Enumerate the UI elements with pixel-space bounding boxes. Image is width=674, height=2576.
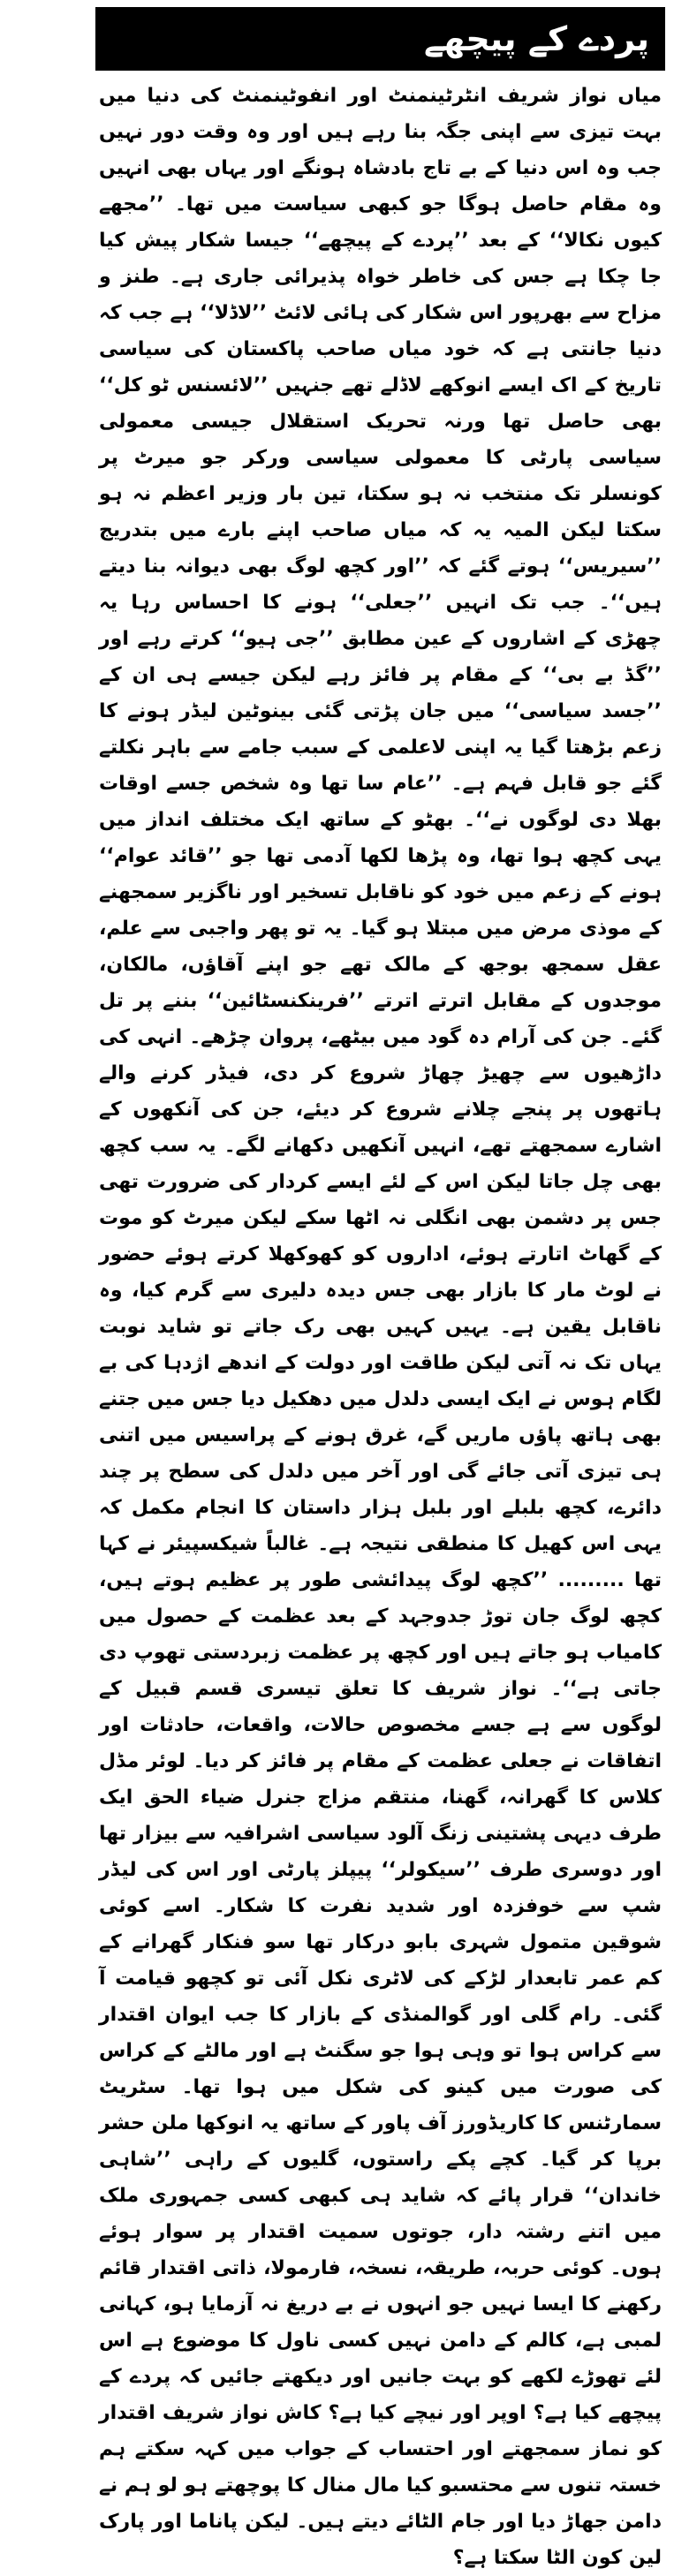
- article-column: [95, 7, 674, 2569]
- headline: پردے کے پیچھے: [423, 19, 649, 58]
- article-paragraph: میاں نواز شریف انٹرٹینمنٹ اور انفوٹینمنٹ کی دنیا میں بہت تیزی سے اپنی جگہ بنا رہے ہیں اور وہ وقت دور نہیں جب وہ اس دنیا کے بے تاج بادشاہ ہونگے اور یہاں بھی انہیں وہ مقام حاصل ہوگا جو کبھی سیاست میں تھا۔ ’’مجھے کیوں نکالا‘‘ کے بعد ’’پردے کے پیچھے‘‘ جیسا شکار پیش کیا جا چکا ہے جس کی خاطر خواہ پذیرائی جاری ہے۔ طنز و مزاح سے بھرپور اس شکار کی ہائی لائٹ ’’لاڈلا‘‘ ہے جب کہ دنیا جانتی ہے کہ خود میاں صاحب پاکستان کی سیاسی تاریخ کے اک ایسے انوکھے لاڈلے تھے جنہیں ’’لائسنس ٹو کل‘‘ بھی حاصل تھا ورنہ تحریک استقلال جیسی معمولی سیاسی پارٹی کا معمولی سیاسی ورکر جو میرٹ پر کونسلر تک منتخب نہ ہو سکتا، تین بار وزیر اعظم نہ ہو سکتا لیکن المیہ یہ کہ میاں صاحب اپنے بارے میں بتدریج ’’سیریس‘‘ ہوتے گئے کہ ’’اور کچھ لوگ بھی دیوانہ بنا دیتے ہیں‘‘۔ جب تک انہیں ’’جعلی‘‘ ہونے کا احساس رہا یہ چھڑی کے اشاروں کے عین مطابق ’’جی ہیو‘‘ کرتے رہے اور ’’گڈ بے بی‘‘ کے مقام پر فائز رہے لیکن جیسے ہی ان کے ’’جسد سیاسی‘‘ میں جان پڑتی گئی بینوٹین لیڈر ہونے کا زعم بڑھتا گیا یہ اپنی لاعلمی کے سبب جامے سے باہر نکلتے گئے جو قابل فہم ہے۔ ’’عام سا تھا وہ شخص جسے اوقات بھلا دی لوگوں نے‘‘۔ بھٹو کے ساتھ ایک مختلف انداز میں یہی کچھ ہوا تھا، وہ پڑھا لکھا آدمی تھا جو ’’قائد عوام‘‘ ہونے کے زعم میں خود کو ناقابل تسخیر اور ناگزیر سمجھنے کے موذی مرض میں مبتلا ہو گیا۔ یہ تو پھر واجبی سے علم، عقل سمجھ بوجھ کے مالک تھے جو اپنے آقاؤں، مالکان، موجدوں کے مقابل اترتے اترتے ’’فرینکنسٹائین‘‘ بننے پر تل گئے۔ جن کی آرام دہ گود میں بیٹھے، پروان چڑھے۔ انہی کی داڑھیوں سے چھیڑ چھاڑ شروع کر دی، فیڈر کرنے والے ہاتھوں پر پنجے چلانے شروع کر دیئے، جن کی آنکھوں کے اشارے سمجھتے تھے، انہیں آنکھیں دکھانے لگے۔ یہ سب کچھ بھی چل جاتا لیکن اس کے لئے ایسے کردار کی ضرورت تھی جس پر دشمن بھی انگلی نہ اٹھا سکے لیکن میرٹ کو موت کے گھاٹ اتارتے ہوئے، اداروں کو کھوکھلا کرتے ہوئے حضور نے لوٹ مار کا بازار بھی جس دیدہ دلیری سے گرم کیا، وہ ناقابل یقین ہے۔ یہیں کہیں بھی رک جاتے تو شاید نوبت یہاں تک نہ آتی لیکن طاقت اور دولت کے اندھے اژدہا کی بے لگام ہوس نے ایک ایسی دلدل میں دھکیل دیا جس میں جتنے بھی ہاتھ پاؤں ماریں گے، غرق ہونے کے پراسیس میں اتنی ہی تیزی آتی جائے گی اور آخر میں دلدل کی سطح پر چند دائرے، کچھ بلبلے اور بلبل ہزار داستان کا انجام مکمل کہ یہی اس کھیل کا منطقی نتیجہ ہے۔ غالباً شیکسپیئر نے کہا تھا ......... ’’کچھ لوگ پیدائشی طور پر عظیم ہوتے ہیں، کچھ لوگ جان توڑ جدوجہد کے بعد عظمت کے حصول میں کامیاب ہو جاتے ہیں اور کچھ پر عظمت زبردستی تھوپ دی جاتی ہے‘‘۔ نواز شریف کا تعلق تیسری قسم قبیل کے لوگوں سے ہے جسے مخصوص حالات، واقعات، حادثات اور اتفاقات نے جعلی عظمت کے مقام پر فائز کر دیا۔ لوئر مڈل کلاس کا گھرانہ، گھنا، منتقم مزاج جنرل ضیاء الحق ایک طرف دیہی پشتینی زنگ آلود سیاسی اشرافیہ سے بیزار تھا اور دوسری طرف ’’سیکولر‘‘ پیپلز پارٹی اور اس کی لیڈر شپ سے خوفزدہ اور شدید نفرت کا شکار۔ اسے کوئی شوقین متمول شہری بابو درکار تھا سو فنکار گھرانے کے کم عمر تابعدار لڑکے کی لاٹری نکل آئی تو کچھو قیامت آ گئی۔ رام گلی اور گوالمنڈی کے بازار کا جب ایوان اقتدار سے کراس ہوا تو وہی ہوا جو سگنٹ ہے اور مالٹے کے کراس کی صورت میں کینو کی شکل میں ہوا تھا۔ سٹریٹ سمارٹنس کا کاریڈورز آف پاور کے ساتھ یہ انوکھا ملن حشر برپا کر گیا۔ کچے پکے راستوں، گلیوں کے راہی ’’شاہی خاندان‘‘ قرار پائے کہ شاید ہی کبھی کسی جمہوری ملک میں اتنے رشتہ دار، جوتوں سمیت اقتدار پر سوار ہوئے ہوں۔ کوئی حربہ، طریقہ، نسخہ، فارمولا، ذاتی اقتدار قائم رکھنے کا ایسا نہیں جو انہوں نے بے دریغ نہ آزمایا ہو، کہانی لمبی ہے، کالم کے دامن نہیں کسی ناول کا موضوع ہے اس لئے تھوڑے لکھے کو بہت جانیں اور دیکھتے جائیں کہ پردے کے پیچھے کیا ہے؟ اوپر اور نیچے کیا ہے؟ کاش نواز شریف اقتدار کو نماز سمجھتے اور احتساب کے جواب میں کہہ سکتے ہم خستہ تنوں سے محتسبو کیا مال منال کا پوچھتے ہو لو ہم نے دامن جھاڑ دیا اور جام الٹائے دیتے ہیں۔ لیکن پاناما اور پارک لین کون الٹا سکتا ہے؟: [99, 85, 662, 2569]
- headline-bar: [95, 7, 665, 71]
- article-body: [95, 78, 665, 2576]
